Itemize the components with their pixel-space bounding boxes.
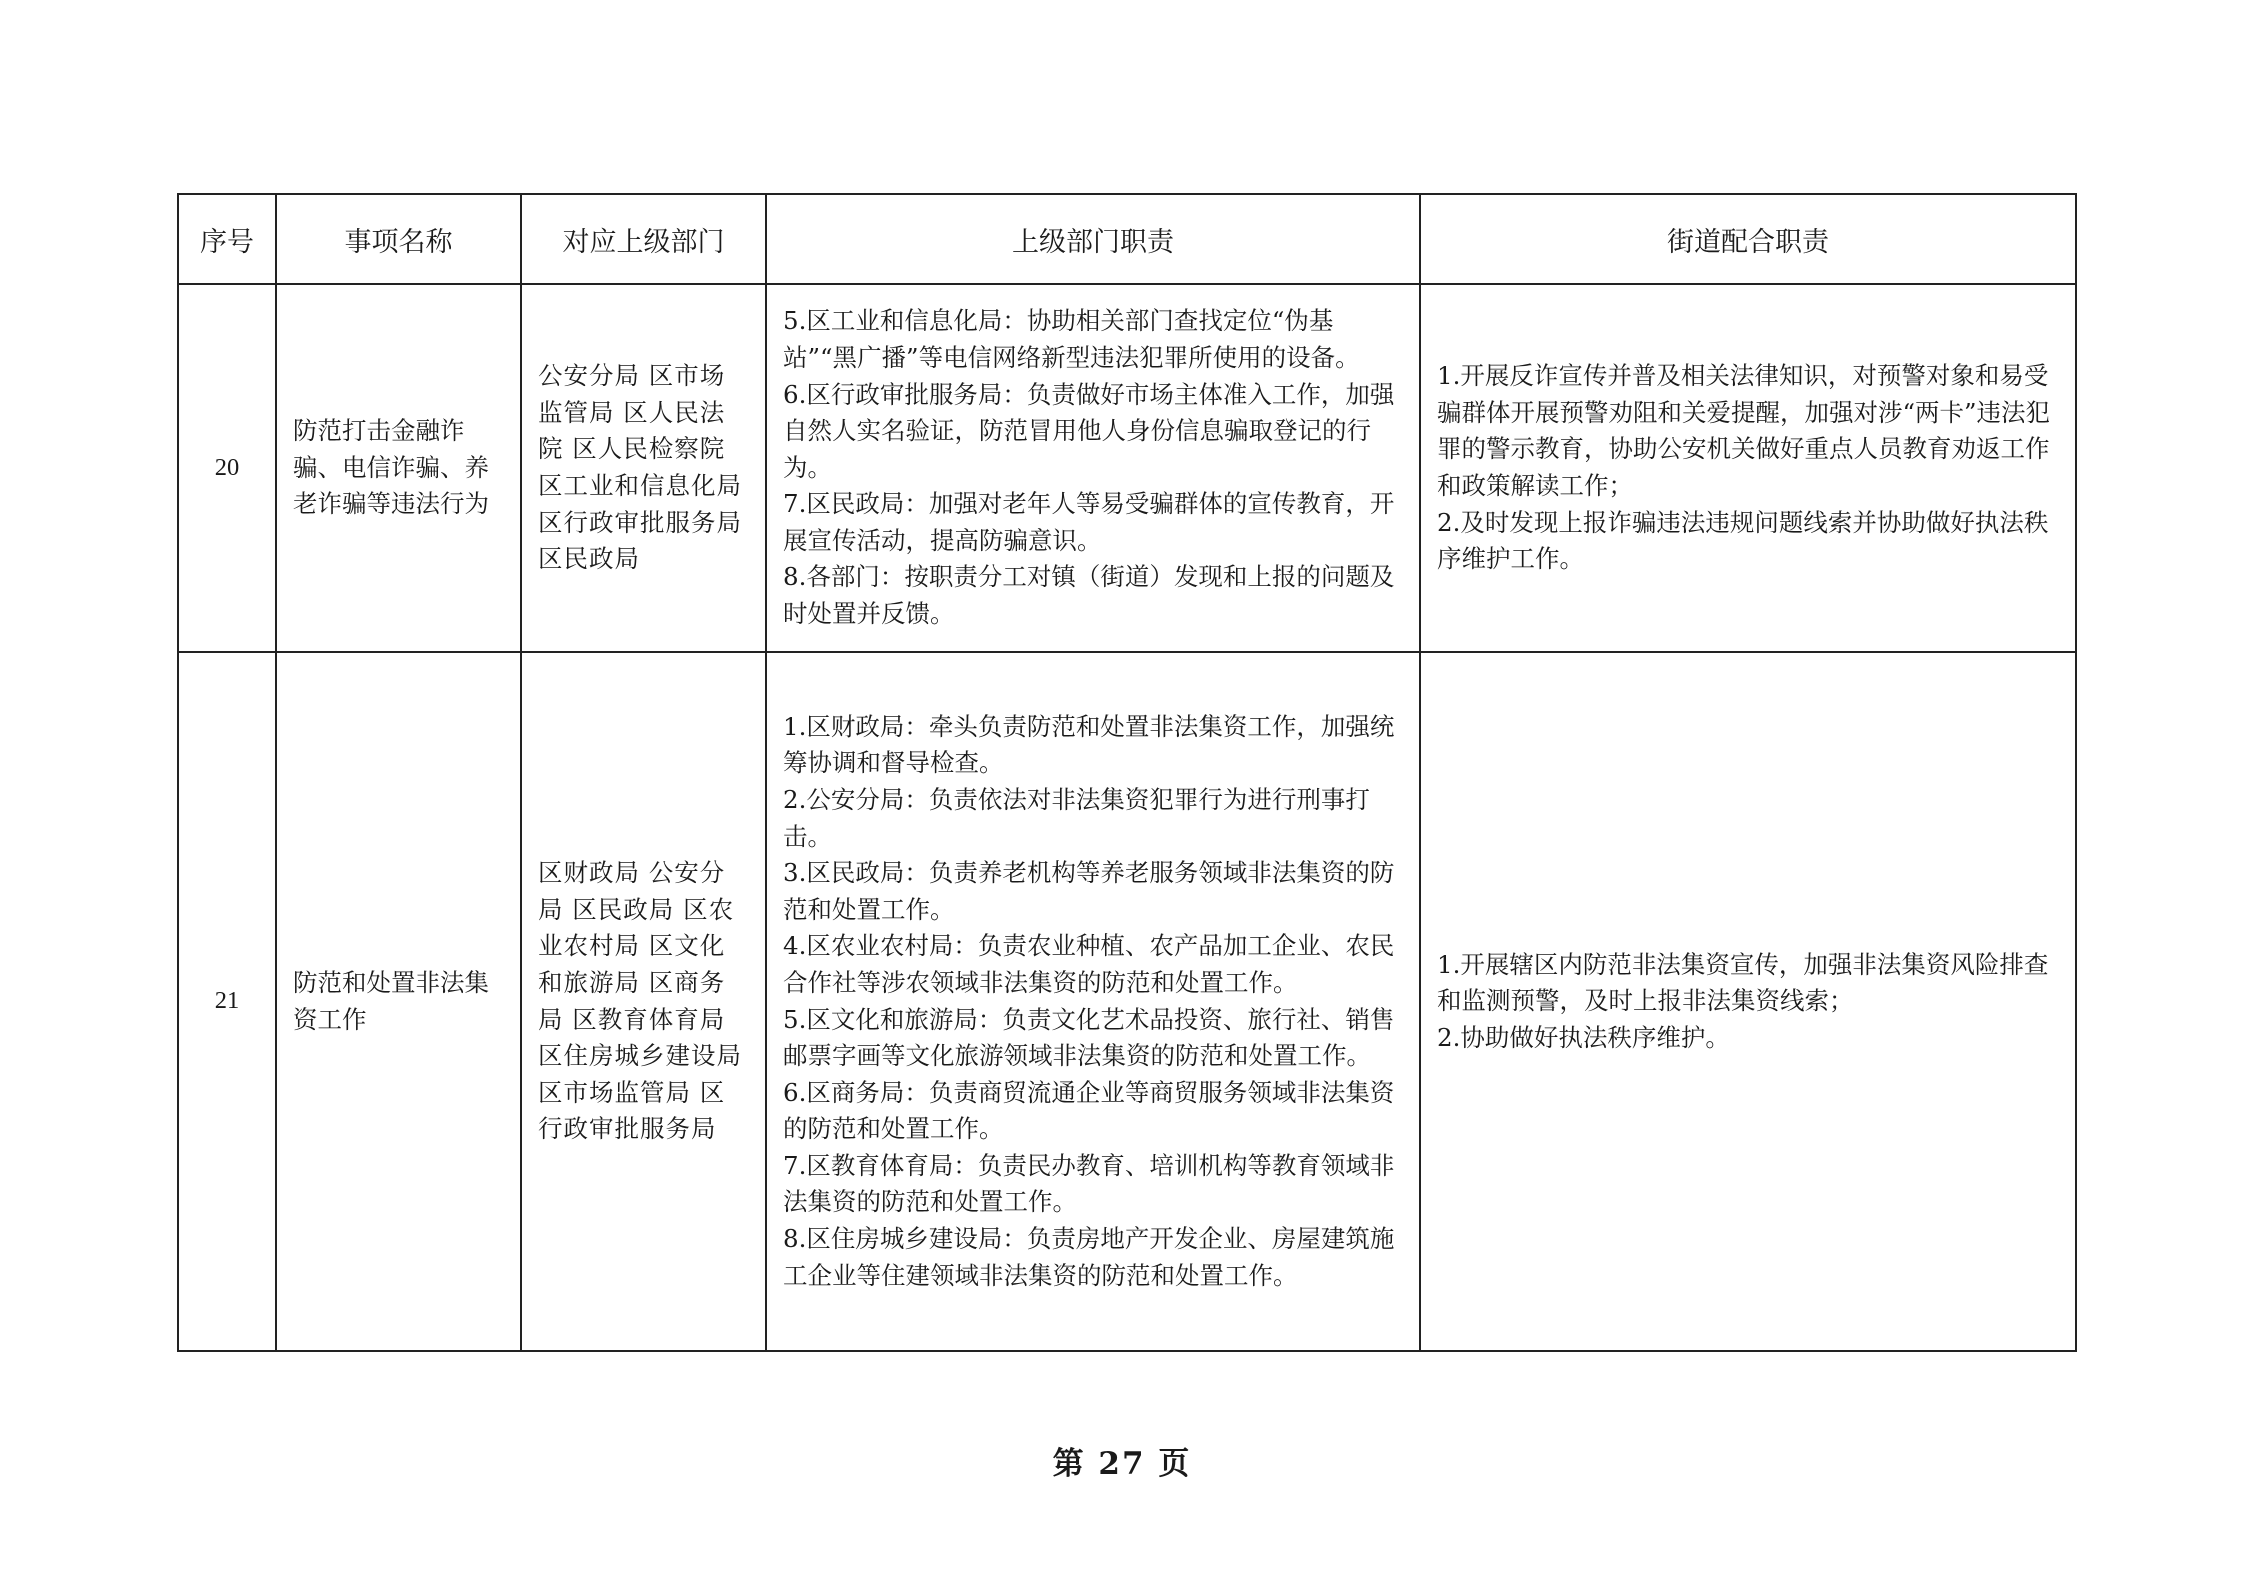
duty-line: 3.区民政局：负责养老机构等养老服务领域非法集资的防范和处置工作。 (783, 858, 1395, 924)
item-name: 防范打击金融诈骗、电信诈骗、养老诈骗等违法行为 (276, 284, 521, 652)
duty-line: 7.区民政局：加强对老年人等易受骗群体的宣传教育，开展宣传活动，提高防骗意识。 (783, 489, 1395, 555)
responsibility-table (177, 193, 2077, 1352)
departments: 公安分局 区市场监管局 区人民法院 区人民检察院 区工业和信息化局 区行政审批服务局 区民政局 (521, 284, 766, 652)
table-header-row (178, 194, 2076, 284)
table-row (178, 652, 2076, 1351)
duty-line: 6.区商务局：负责商贸流通企业等商贸服务领域非法集资的防范和处置工作。 (783, 1077, 1395, 1144)
street-duty-line: 2.协助做好执法秩序维护。 (1437, 1022, 1730, 1052)
header-number: 序号 (178, 194, 276, 284)
header-department-duties: 上级部门职责 (766, 194, 1420, 284)
header-item-name: 事项名称 (276, 194, 521, 284)
duty-line: 8.各部门：按职责分工对镇（街道）发现和上报的问题及时处置并反馈。 (783, 562, 1395, 629)
duty-line: 5.区工业和信息化局：协助相关部门查找定位“伪基站”“黑广播”等电信网络新型违法犯罪所使用的设备。 (783, 306, 1360, 372)
street-duties (1420, 284, 2076, 652)
street-duty-line: 1.开展辖区内防范非法集资宣传，加强非法集资风险排查和监测预警，及时上报非法集资线索； (1437, 949, 2049, 1016)
street-duty-line: 2.及时发现上报诈骗违法违规问题线索并协助做好执法秩序维护工作。 (1437, 507, 2049, 574)
department-duties (766, 652, 1420, 1351)
duty-line: 4.区农业农村局：负责农业种植、农产品加工企业、农民合作社等涉农领域非法集资的防范和处置工作。 (783, 931, 1395, 997)
table-row (178, 284, 2076, 652)
duty-line: 2.公安分局：负责依法对非法集资犯罪行为进行刑事打击。 (783, 784, 1370, 851)
duty-line: 8.区住房城乡建设局：负责房地产开发企业、房屋建筑施工企业等住建领域非法集资的防范和处置工作。 (783, 1224, 1395, 1290)
street-duties (1420, 652, 2076, 1351)
duty-line: 1.区财政局：牵头负责防范和处置非法集资工作，加强统筹协调和督导检查。 (783, 711, 1395, 778)
departments: 区财政局 公安分局 区民政局 区农业农村局 区文化和旅游局 区商务局 区教育体育局 区住房城乡建设局 区市场监管局 区行政审批服务局 (521, 652, 766, 1351)
item-name: 防范和处置非法集资工作 (276, 652, 521, 1351)
street-duty-line: 1.开展反诈宣传并普及相关法律知识，对预警对象和易受骗群体开展预警劝阻和关爱提醒，加强对涉“两卡”违法犯罪的警示教育，协助公安机关做好重点人员教育劝返工作和政策解读工作； (1437, 361, 2051, 500)
duty-line: 7.区教育体育局：负责民办教育、培训机构等教育领域非法集资的防范和处置工作。 (783, 1150, 1395, 1217)
header-street-duties: 街道配合职责 (1420, 194, 2076, 284)
department-duties (766, 284, 1420, 652)
duty-line: 5.区文化和旅游局：负责文化艺术品投资、旅行社、销售邮票字画等文化旅游领域非法集资的防范和处置工作。 (783, 1004, 1395, 1071)
row-number: 20 (178, 284, 276, 652)
row-number: 21 (178, 652, 276, 1351)
header-departments: 对应上级部门 (521, 194, 766, 284)
duty-line: 6.区行政审批服务局：负责做好市场主体准入工作，加强自然人实名验证，防范冒用他人身份信息骗取登记的行为。 (783, 379, 1395, 482)
page-number: 第 27 页 (1052, 1446, 1192, 1482)
